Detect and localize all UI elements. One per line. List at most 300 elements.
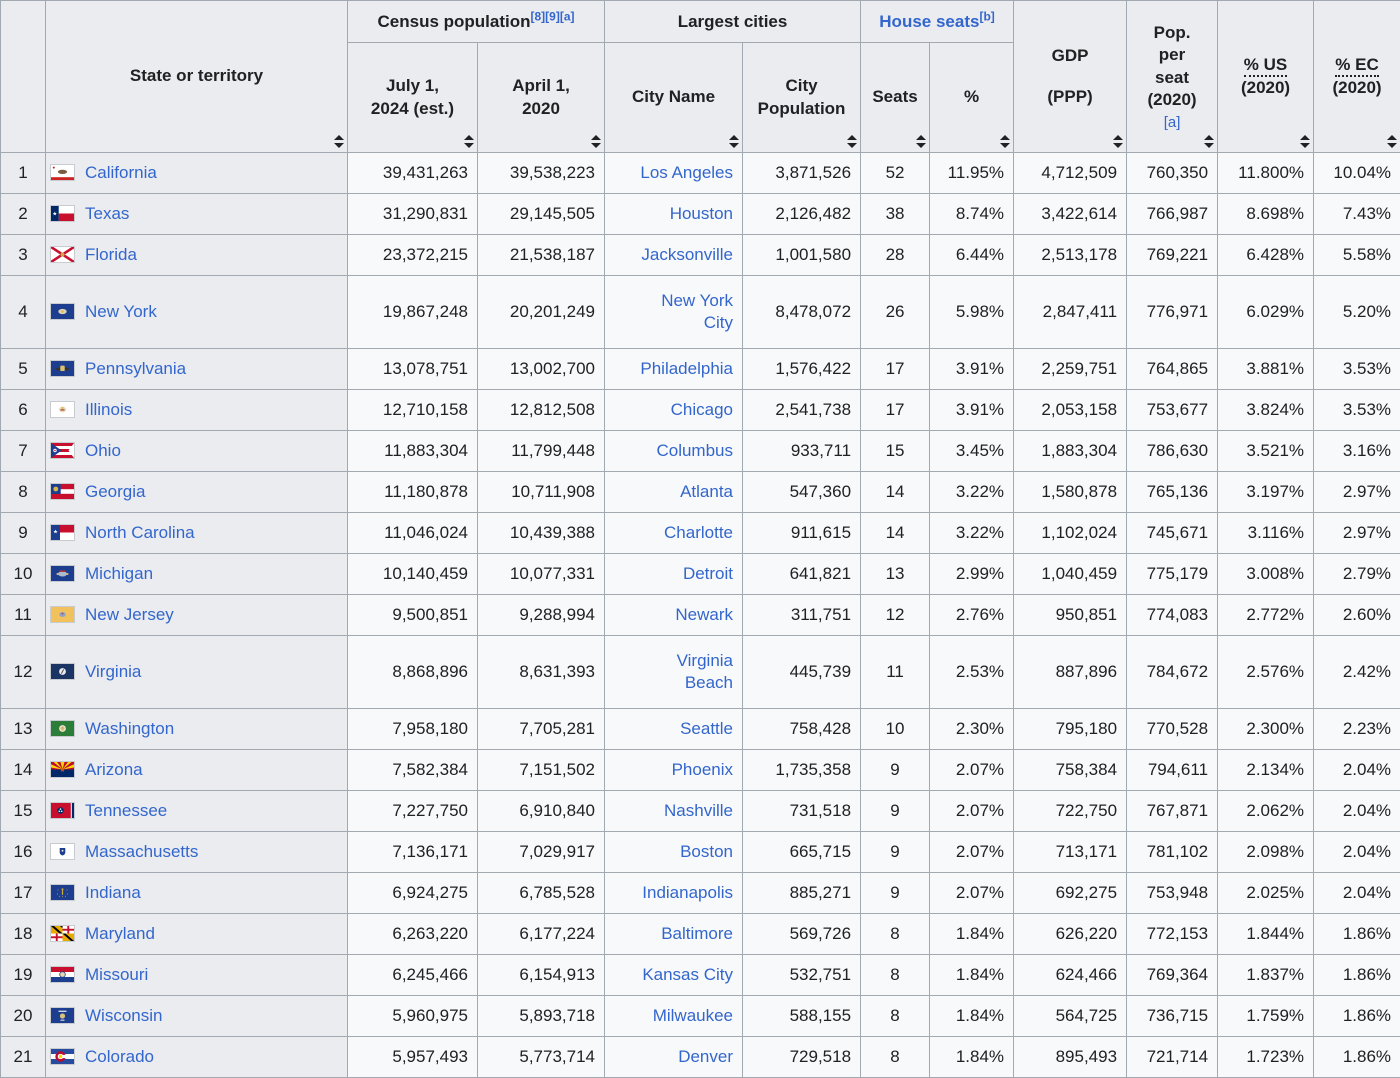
pop-2024-cell: 7,582,384	[348, 750, 478, 791]
virginia-flag	[50, 663, 75, 680]
pct-ec-cell: 1.86%	[1314, 914, 1400, 955]
col-header-state[interactable]: State or territory	[46, 1, 348, 153]
pct-us-cell: 6.029%	[1218, 276, 1314, 349]
table-row	[1, 791, 1400, 832]
state-cell	[46, 636, 348, 709]
city-link[interactable]: Kansas City	[642, 964, 733, 986]
rank-cell: 5	[1, 349, 46, 390]
pct-ec-cell: 2.23%	[1314, 709, 1400, 750]
pop-2024-cell: 10,140,459	[348, 554, 478, 595]
pop-2020-cell: 10,711,908	[478, 472, 605, 513]
pct-ec-cell: 2.04%	[1314, 750, 1400, 791]
pct-us-cell: 3.008%	[1218, 554, 1314, 595]
sort-icon	[1113, 135, 1123, 148]
city-link[interactable]: Chicago	[671, 399, 733, 421]
city-cell	[605, 832, 743, 873]
rank-cell: 4	[1, 276, 46, 349]
city-pop-cell: 933,711	[743, 431, 861, 472]
city-pop-cell: 8,478,072	[743, 276, 861, 349]
pct-us-cell: 1.837%	[1218, 955, 1314, 996]
gdp-cell: 4,712,509	[1014, 153, 1127, 194]
col-group-largest-cities	[605, 1, 861, 43]
col-group-census	[348, 1, 605, 43]
seats-cell: 8	[861, 996, 930, 1037]
col-header-city-population[interactable]: City Population	[743, 43, 861, 153]
state-cell	[46, 750, 348, 791]
state-link[interactable]: North Carolina	[85, 523, 195, 542]
pct-us-cell: 8.698%	[1218, 194, 1314, 235]
state-link[interactable]: Missouri	[85, 965, 148, 984]
seats-cell: 12	[861, 595, 930, 636]
georgia-flag	[50, 483, 75, 500]
city-pop-cell: 2,541,738	[743, 390, 861, 431]
city-link[interactable]: Los Angeles	[640, 162, 733, 184]
col-header-gdp-ppp[interactable]: GDP (PPP)	[1014, 1, 1127, 153]
new-jersey-flag	[50, 606, 75, 623]
city-link[interactable]: Philadelphia	[640, 358, 733, 380]
pop-per-seat-cell: 776,971	[1127, 276, 1218, 349]
footnote-link[interactable]: [b]	[979, 9, 994, 23]
pop-per-seat-cell: 753,677	[1127, 390, 1218, 431]
sort-icon	[591, 135, 601, 148]
pop-2020-cell: 29,145,505	[478, 194, 605, 235]
state-cell	[46, 791, 348, 832]
state-link[interactable]: Georgia	[85, 482, 145, 501]
city-link[interactable]: New York City	[633, 290, 733, 334]
city-link[interactable]: Denver	[678, 1046, 733, 1068]
state-cell	[46, 955, 348, 996]
city-cell	[605, 955, 743, 996]
state-cell	[46, 235, 348, 276]
gdp-cell: 3,422,614	[1014, 194, 1127, 235]
maryland-flag	[50, 925, 75, 942]
pop-2020-cell: 6,154,913	[478, 955, 605, 996]
state-cell	[46, 873, 348, 914]
rank-cell: 2	[1, 194, 46, 235]
state-link[interactable]: Massachusetts	[85, 842, 198, 861]
corner-header-cell	[1, 1, 46, 153]
sort-icon	[464, 135, 474, 148]
table-row	[1, 832, 1400, 873]
pct-us-cell: 2.062%	[1218, 791, 1314, 832]
pop-2020-cell: 7,029,917	[478, 832, 605, 873]
state-link[interactable]: California	[85, 163, 157, 182]
sort-icon	[334, 135, 344, 148]
city-pop-cell: 885,271	[743, 873, 861, 914]
illinois-flag	[50, 401, 75, 418]
city-pop-cell: 532,751	[743, 955, 861, 996]
seats-pct-cell: 1.84%	[930, 1037, 1014, 1078]
city-cell	[605, 996, 743, 1037]
pop-2020-cell: 20,201,249	[478, 276, 605, 349]
table-row	[1, 153, 1400, 194]
state-link[interactable]: Florida	[85, 245, 137, 264]
state-cell	[46, 832, 348, 873]
seats-cell: 9	[861, 791, 930, 832]
city-pop-cell: 641,821	[743, 554, 861, 595]
state-link[interactable]: Colorado	[85, 1047, 154, 1066]
pop-2024-cell: 6,263,220	[348, 914, 478, 955]
table-row	[1, 513, 1400, 554]
pct-us-cell: 3.197%	[1218, 472, 1314, 513]
state-cell	[46, 996, 348, 1037]
pop-per-seat-cell: 753,948	[1127, 873, 1218, 914]
state-link[interactable]: Indiana	[85, 883, 141, 902]
pop-2024-cell: 23,372,215	[348, 235, 478, 276]
pop-2020-cell: 8,631,393	[478, 636, 605, 709]
largest-cities-label: Largest cities	[678, 12, 788, 31]
col-group-house-seats	[861, 1, 1014, 43]
header-group-row	[1, 1, 1400, 43]
city-cell	[605, 873, 743, 914]
city-cell	[605, 276, 743, 349]
pop-2024-cell: 31,290,831	[348, 194, 478, 235]
table-row	[1, 1037, 1400, 1078]
city-link[interactable]: Indianapolis	[642, 882, 733, 904]
col-header-pop-per-seat[interactable]: Pop. per seat (2020) [a]	[1127, 1, 1218, 153]
pop-per-seat-cell: 721,714	[1127, 1037, 1218, 1078]
seats-cell: 10	[861, 709, 930, 750]
gdp-cell: 1,040,459	[1014, 554, 1127, 595]
california-flag	[50, 164, 75, 181]
city-link[interactable]: Seattle	[680, 718, 733, 740]
city-cell	[605, 194, 743, 235]
table-header	[1, 1, 1400, 153]
state-link[interactable]: Ohio	[85, 441, 121, 460]
pop-2024-cell: 11,046,024	[348, 513, 478, 554]
pop-2020-cell: 10,439,388	[478, 513, 605, 554]
city-link[interactable]: Newark	[675, 604, 733, 626]
state-link[interactable]: Tennessee	[85, 801, 167, 820]
pop-2024-cell: 39,431,263	[348, 153, 478, 194]
pop-2020-cell: 6,910,840	[478, 791, 605, 832]
gdp-cell: 624,466	[1014, 955, 1127, 996]
pop-2024-cell: 9,500,851	[348, 595, 478, 636]
city-cell	[605, 554, 743, 595]
col-header-april-2020[interactable]: April 1, 2020	[478, 43, 605, 153]
city-link[interactable]: Charlotte	[664, 522, 733, 544]
seats-pct-cell: 2.53%	[930, 636, 1014, 709]
col-header-july-2024[interactable]: July 1, 2024 (est.)	[348, 43, 478, 153]
sort-icon	[847, 135, 857, 148]
rank-cell: 1	[1, 153, 46, 194]
seats-cell: 14	[861, 513, 930, 554]
state-cell	[46, 153, 348, 194]
seats-pct-cell: 3.45%	[930, 431, 1014, 472]
city-cell	[605, 636, 743, 709]
seats-cell: 52	[861, 153, 930, 194]
table-row	[1, 595, 1400, 636]
city-link[interactable]: Detroit	[683, 563, 733, 585]
state-cell	[46, 431, 348, 472]
sort-icon	[916, 135, 926, 148]
table-row	[1, 431, 1400, 472]
city-pop-cell: 911,615	[743, 513, 861, 554]
table-row	[1, 349, 1400, 390]
gdp-cell: 713,171	[1014, 832, 1127, 873]
rank-cell: 9	[1, 513, 46, 554]
rank-cell: 12	[1, 636, 46, 709]
pct-ec-cell: 2.60%	[1314, 595, 1400, 636]
pop-2024-cell: 12,710,158	[348, 390, 478, 431]
seats-cell: 38	[861, 194, 930, 235]
state-link[interactable]: Wisconsin	[85, 1006, 162, 1025]
footnote-link[interactable]: [8]	[531, 9, 546, 23]
city-cell	[605, 914, 743, 955]
seats-pct-cell: 11.95%	[930, 153, 1014, 194]
house-seats-link[interactable]: House seats	[879, 12, 979, 31]
pop-2020-cell: 12,812,508	[478, 390, 605, 431]
pop-2024-cell: 7,958,180	[348, 709, 478, 750]
city-pop-cell: 758,428	[743, 709, 861, 750]
pct-us-cell: 3.881%	[1218, 349, 1314, 390]
pop-2020-cell: 39,538,223	[478, 153, 605, 194]
rank-cell: 21	[1, 1037, 46, 1078]
seats-cell: 8	[861, 1037, 930, 1078]
pop-per-seat-cell: 784,672	[1127, 636, 1218, 709]
table-row	[1, 873, 1400, 914]
massachusetts-flag	[50, 843, 75, 860]
pop-per-seat-cell: 765,136	[1127, 472, 1218, 513]
pop-per-seat-cell: 764,865	[1127, 349, 1218, 390]
pct-ec-cell: 1.86%	[1314, 955, 1400, 996]
seats-cell: 13	[861, 554, 930, 595]
gdp-cell: 950,851	[1014, 595, 1127, 636]
pct-us-cell: 2.134%	[1218, 750, 1314, 791]
pct-ec-cell: 2.97%	[1314, 513, 1400, 554]
state-link[interactable]: Illinois	[85, 400, 132, 419]
seats-pct-cell: 2.07%	[930, 873, 1014, 914]
seats-pct-cell: 2.76%	[930, 595, 1014, 636]
city-link[interactable]: Houston	[670, 203, 733, 225]
seats-pct-cell: 3.22%	[930, 513, 1014, 554]
seats-pct-cell: 2.99%	[930, 554, 1014, 595]
pop-2020-cell: 10,077,331	[478, 554, 605, 595]
seats-cell: 26	[861, 276, 930, 349]
table-row	[1, 750, 1400, 791]
gdp-cell: 1,102,024	[1014, 513, 1127, 554]
city-pop-cell: 1,576,422	[743, 349, 861, 390]
seats-cell: 15	[861, 431, 930, 472]
pct-us-cell: 2.772%	[1218, 595, 1314, 636]
gdp-cell: 1,580,878	[1014, 472, 1127, 513]
state-link[interactable]: Arizona	[85, 760, 143, 779]
pct-us-cell: 6.428%	[1218, 235, 1314, 276]
state-cell	[46, 554, 348, 595]
seats-cell: 9	[861, 832, 930, 873]
city-link[interactable]: Baltimore	[661, 923, 733, 945]
state-link[interactable]: Pennsylvania	[85, 359, 186, 378]
pct-us-cell: 1.723%	[1218, 1037, 1314, 1078]
indiana-flag	[50, 884, 75, 901]
gdp-cell: 2,513,178	[1014, 235, 1127, 276]
pct-ec-cell: 2.04%	[1314, 791, 1400, 832]
city-link[interactable]: Milwaukee	[653, 1005, 733, 1027]
seats-pct-cell: 2.30%	[930, 709, 1014, 750]
sort-icon	[1387, 135, 1397, 148]
city-link[interactable]: Jacksonville	[641, 244, 733, 266]
state-link[interactable]: Michigan	[85, 564, 153, 583]
city-cell	[605, 595, 743, 636]
ohio-flag	[50, 442, 75, 459]
pop-per-seat-cell: 772,153	[1127, 914, 1218, 955]
state-link[interactable]: Washington	[85, 719, 174, 738]
col-header-pct-us[interactable]: % US (2020)	[1218, 1, 1314, 153]
seats-cell: 8	[861, 955, 930, 996]
pct-ec-cell: 5.20%	[1314, 276, 1400, 349]
table-row	[1, 709, 1400, 750]
gdp-cell: 895,493	[1014, 1037, 1127, 1078]
pct-ec-cell: 5.58%	[1314, 235, 1400, 276]
sort-icon	[1300, 135, 1310, 148]
pop-per-seat-cell: 781,102	[1127, 832, 1218, 873]
state-link[interactable]: New York	[85, 302, 157, 321]
seats-pct-cell: 1.84%	[930, 996, 1014, 1037]
col-header-pct-ec[interactable]: % EC (2020)	[1314, 1, 1400, 153]
rank-cell: 13	[1, 709, 46, 750]
arizona-flag	[50, 761, 75, 778]
seats-pct-cell: 3.91%	[930, 349, 1014, 390]
state-cell	[46, 709, 348, 750]
texas-flag	[50, 205, 75, 222]
seats-pct-cell: 5.98%	[930, 276, 1014, 349]
state-link[interactable]: Virginia	[85, 662, 141, 681]
pop-2024-cell: 6,924,275	[348, 873, 478, 914]
colorado-flag	[50, 1048, 75, 1065]
pop-per-seat-cell: 769,364	[1127, 955, 1218, 996]
city-pop-cell: 1,001,580	[743, 235, 861, 276]
seats-pct-cell: 2.07%	[930, 750, 1014, 791]
pct-us-cell: 1.759%	[1218, 996, 1314, 1037]
city-cell	[605, 390, 743, 431]
city-link[interactable]: Columbus	[656, 440, 733, 462]
city-link[interactable]: Virginia Beach	[633, 650, 733, 694]
city-cell	[605, 513, 743, 554]
tennessee-flag	[50, 802, 75, 819]
gdp-cell: 1,883,304	[1014, 431, 1127, 472]
rank-cell: 15	[1, 791, 46, 832]
seats-pct-cell: 6.44%	[930, 235, 1014, 276]
gdp-cell: 758,384	[1014, 750, 1127, 791]
city-link[interactable]: Phoenix	[672, 759, 733, 781]
gdp-cell: 564,725	[1014, 996, 1127, 1037]
city-pop-cell: 665,715	[743, 832, 861, 873]
table-row	[1, 390, 1400, 431]
pop-per-seat-cell: 770,528	[1127, 709, 1218, 750]
pct-ec-cell: 3.53%	[1314, 390, 1400, 431]
sort-icon	[729, 135, 739, 148]
city-pop-cell: 445,739	[743, 636, 861, 709]
pct-us-cell: 1.844%	[1218, 914, 1314, 955]
footnote-link[interactable]: [9]	[545, 9, 560, 23]
pct-ec-cell: 7.43%	[1314, 194, 1400, 235]
pennsylvania-flag	[50, 360, 75, 377]
pct-ec-cell: 2.04%	[1314, 832, 1400, 873]
pct-ec-cell: 2.04%	[1314, 873, 1400, 914]
footnote-link[interactable]: [a]	[560, 9, 575, 23]
pop-2020-cell: 9,288,994	[478, 595, 605, 636]
seats-cell: 28	[861, 235, 930, 276]
pop-per-seat-cell: 736,715	[1127, 996, 1218, 1037]
gdp-cell: 2,259,751	[1014, 349, 1127, 390]
pct-us-cell: 11.800%	[1218, 153, 1314, 194]
pop-per-seat-cell: 766,987	[1127, 194, 1218, 235]
city-cell	[605, 750, 743, 791]
table-row	[1, 636, 1400, 709]
pct-us-cell: 3.116%	[1218, 513, 1314, 554]
pct-us-cell: 2.576%	[1218, 636, 1314, 709]
gdp-cell: 626,220	[1014, 914, 1127, 955]
city-pop-cell: 1,735,358	[743, 750, 861, 791]
wisconsin-flag	[50, 1007, 75, 1024]
state-link[interactable]: Maryland	[85, 924, 155, 943]
seats-cell: 17	[861, 349, 930, 390]
florida-flag	[50, 246, 75, 263]
pop-2020-cell: 21,538,187	[478, 235, 605, 276]
washington-flag	[50, 720, 75, 737]
pct-ec-cell: 10.04%	[1314, 153, 1400, 194]
state-link[interactable]: New Jersey	[85, 605, 174, 624]
pop-per-seat-cell: 775,179	[1127, 554, 1218, 595]
rank-cell: 8	[1, 472, 46, 513]
state-cell	[46, 472, 348, 513]
seats-pct-cell: 1.84%	[930, 914, 1014, 955]
pop-2024-cell: 19,867,248	[348, 276, 478, 349]
state-link[interactable]: Texas	[85, 204, 129, 223]
city-cell	[605, 709, 743, 750]
city-pop-cell: 311,751	[743, 595, 861, 636]
rank-cell: 14	[1, 750, 46, 791]
table-row	[1, 955, 1400, 996]
city-pop-cell: 2,126,482	[743, 194, 861, 235]
seats-pct-cell: 2.07%	[930, 791, 1014, 832]
table-row	[1, 194, 1400, 235]
rank-cell: 16	[1, 832, 46, 873]
pop-2020-cell: 6,785,528	[478, 873, 605, 914]
col-header-seats[interactable]: Seats	[861, 43, 930, 153]
pct-us-cell: 3.824%	[1218, 390, 1314, 431]
seats-cell: 9	[861, 873, 930, 914]
pop-2024-cell: 7,136,171	[348, 832, 478, 873]
city-cell	[605, 235, 743, 276]
col-header-seats-pct[interactable]: %	[930, 43, 1014, 153]
rank-cell: 20	[1, 996, 46, 1037]
city-link[interactable]: Boston	[680, 841, 733, 863]
pct-ec-cell: 3.16%	[1314, 431, 1400, 472]
city-cell	[605, 349, 743, 390]
pop-2024-cell: 11,883,304	[348, 431, 478, 472]
table-row	[1, 472, 1400, 513]
city-cell	[605, 431, 743, 472]
seats-cell: 17	[861, 390, 930, 431]
city-link[interactable]: Atlanta	[680, 481, 733, 503]
pop-2024-cell: 5,957,493	[348, 1037, 478, 1078]
footnote-a-link[interactable]: [a]	[1164, 114, 1181, 131]
pop-2024-cell: 6,245,466	[348, 955, 478, 996]
pop-2020-cell: 7,705,281	[478, 709, 605, 750]
city-link[interactable]: Nashville	[664, 800, 733, 822]
sort-icon	[1000, 135, 1010, 148]
city-pop-cell: 731,518	[743, 791, 861, 832]
seats-pct-cell: 3.91%	[930, 390, 1014, 431]
state-cell	[46, 194, 348, 235]
missouri-flag	[50, 966, 75, 983]
gdp-cell: 722,750	[1014, 791, 1127, 832]
pop-per-seat-cell: 774,083	[1127, 595, 1218, 636]
pct-us-cell: 2.025%	[1218, 873, 1314, 914]
gdp-cell: 2,053,158	[1014, 390, 1127, 431]
col-header-city-name[interactable]: City Name	[605, 43, 743, 153]
